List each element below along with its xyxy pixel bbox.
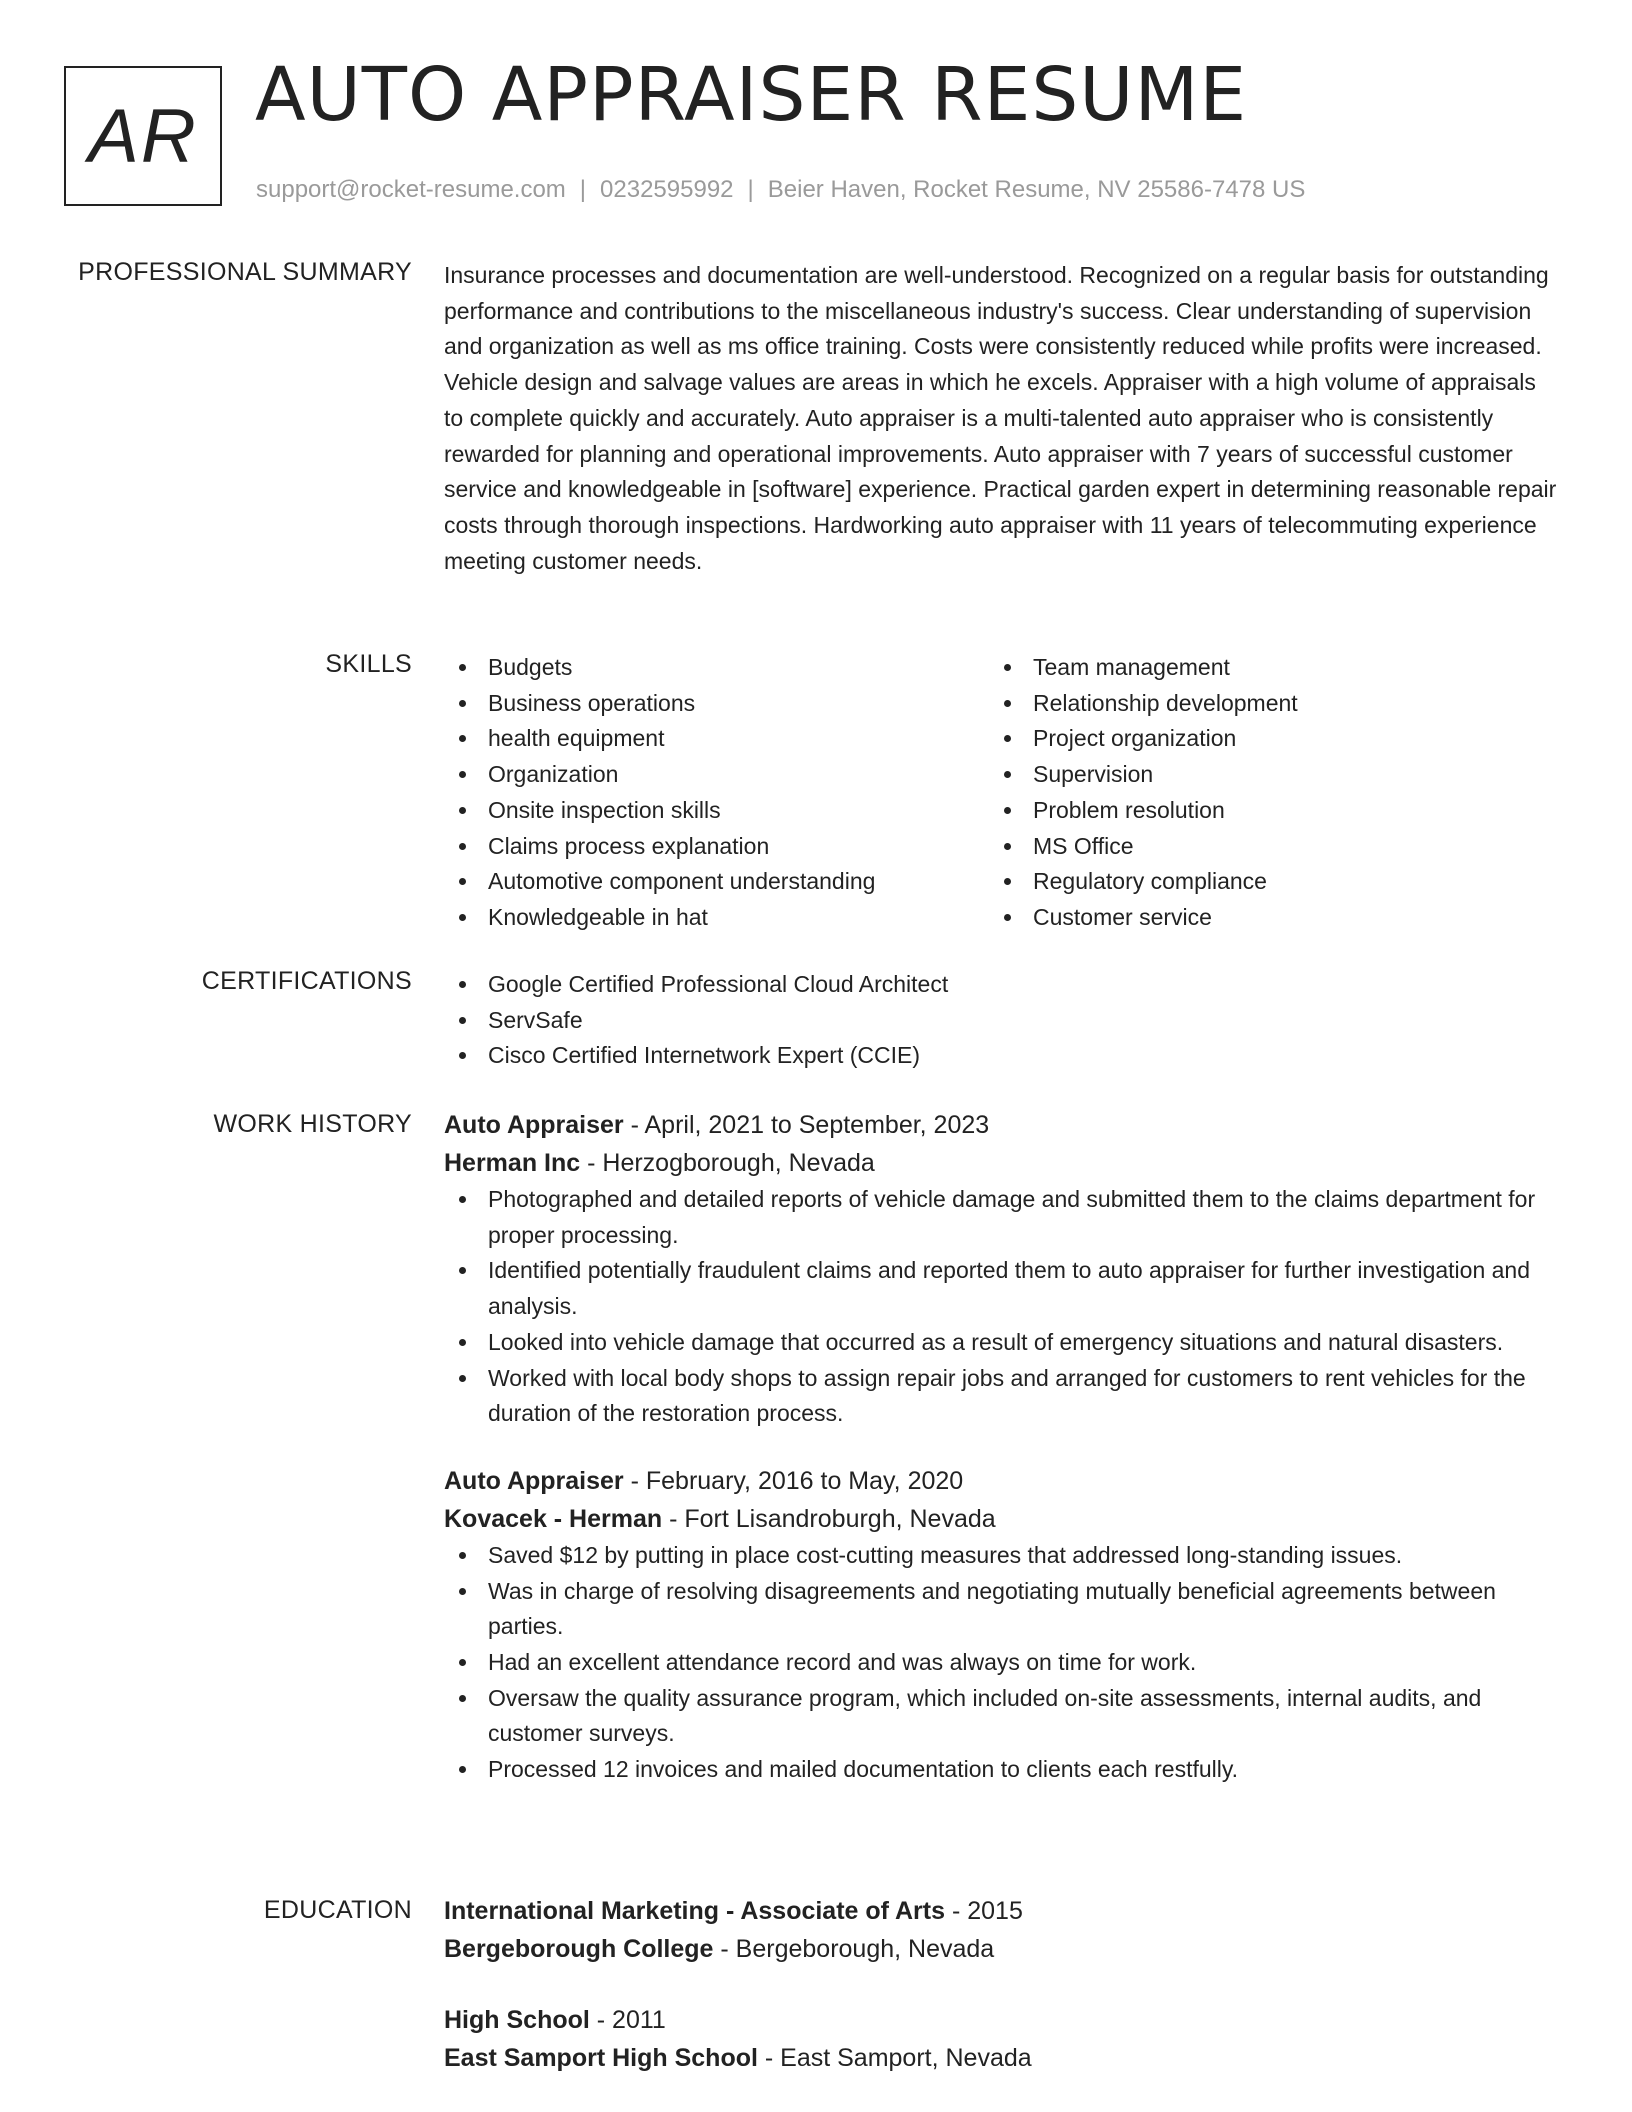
job-location: - Herzogborough, Nevada xyxy=(580,1149,875,1177)
section-label-education: EDUCATION xyxy=(263,1896,412,1924)
job-location: - Fort Lisandroburgh, Nevada xyxy=(662,1504,996,1533)
education-entry xyxy=(444,1892,1559,1968)
skill-item: Team management xyxy=(989,650,1534,686)
education-school-line xyxy=(444,2039,1559,2077)
skill-item: Problem resolution xyxy=(989,793,1534,829)
job-bullet: Saved $12 by putting in place cost-cutting measures that addressed long-standing issues. xyxy=(444,1538,1559,1574)
job-bullets xyxy=(444,1538,1559,1788)
skill-item: Relationship development xyxy=(989,686,1534,722)
skill-item: Budgets xyxy=(444,650,989,686)
education-degree-line xyxy=(444,2001,1559,2039)
contact-separator: | xyxy=(747,176,754,203)
skill-item: Business operations xyxy=(444,686,989,722)
section-label-skills: SKILLS xyxy=(325,650,412,678)
job-company: Kovacek - Herman xyxy=(444,1504,663,1533)
education-location: - Bergeborough, Nevada xyxy=(713,1935,995,1963)
education-location: - East Samport, Nevada xyxy=(757,2044,1032,2072)
job-bullet: Looked into vehicle damage that occurred as a result of emergency situations and natural disasters. xyxy=(444,1325,1559,1361)
skill-item: Organization xyxy=(444,757,989,793)
contact-email[interactable]: support@rocket-resume.com xyxy=(256,176,566,203)
monogram-logo xyxy=(64,66,222,206)
contact-separator: | xyxy=(579,176,587,203)
monogram-text: AR xyxy=(88,93,198,179)
job-dates: - April, 2021 to September, 2023 xyxy=(623,1111,990,1139)
job-entry xyxy=(444,1462,1559,1788)
job-company-line xyxy=(444,1500,1559,1538)
certification-item: ServSafe xyxy=(444,1003,1559,1039)
job-bullet: Photographed and detailed reports of vehicle damage and submitted them to the claims department for proper processing. xyxy=(444,1182,1559,1253)
skill-item: Onsite inspection skills xyxy=(444,793,989,829)
job-bullet: Oversaw the quality assurance program, which included on-site assessments, internal audits, and customer surveys. xyxy=(444,1681,1559,1752)
education-entry xyxy=(444,2001,1559,2077)
summary-text: Insurance processes and documentation are well-understood. Recognized on a regular basis for outstanding performance and contributions to the miscellaneous industry's success. Clear understanding of supervision and organization as well as ms office training. Costs were consistently reduced while profits were increased. Vehicle design and salvage values are areas in which he excels. Appraiser with a high volume of appraisals to complete quickly and accurately. Auto appraiser is a multi-talented auto appraiser who is consistently rewarded for planning and operational improvements. Auto appraiser with 7 years of successful customer service and knowledgeable in [software] experience. Practical garden expert in determining reasonable repair costs through thorough inspections. Hardworking auto appraiser with 11 years of telecommuting experience meeting customer needs. xyxy=(444,262,1557,574)
education-year: - 2015 xyxy=(945,1897,1023,1925)
skills-list-right xyxy=(989,650,1534,936)
job-dates: - February, 2016 to May, 2020 xyxy=(623,1466,964,1495)
skill-item: Customer service xyxy=(989,900,1534,936)
education-degree: International Marketing - Associate of Arts xyxy=(444,1897,946,1925)
skill-item: Regulatory compliance xyxy=(989,864,1534,900)
job-company-line xyxy=(444,1144,1559,1182)
job-entry xyxy=(444,1106,1559,1432)
section-label-certifications: CERTIFICATIONS xyxy=(201,967,412,995)
job-title: Auto Appraiser xyxy=(444,1466,624,1495)
job-title-line xyxy=(444,1106,1559,1144)
education-school: East Samport High School xyxy=(444,2044,758,2072)
job-bullet: Was in charge of resolving disagreements and negotiating mutually beneficial agreements between parties. xyxy=(444,1574,1559,1645)
education-school-line xyxy=(444,1930,1559,1968)
certifications-list xyxy=(444,967,1559,1074)
resume-title: AUTO APPRAISER RESUME xyxy=(255,52,1248,138)
contact-phone[interactable]: 0232595992 xyxy=(600,176,734,203)
job-bullet: Identified potentially fraudulent claims and reported them to auto appraiser for further investigation and analysis. xyxy=(444,1253,1559,1324)
job-title: Auto Appraiser xyxy=(444,1111,624,1139)
skill-item: health equipment xyxy=(444,721,989,757)
skill-item: Knowledgeable in hat xyxy=(444,900,989,936)
contact-line xyxy=(256,176,1305,204)
certification-item: Google Certified Professional Cloud Architect xyxy=(444,967,1559,1003)
skill-item: Supervision xyxy=(989,757,1534,793)
certification-item: Cisco Certified Internetwork Expert (CCIE) xyxy=(444,1038,1559,1074)
job-company: Herman Inc xyxy=(444,1149,581,1177)
job-bullet: Had an excellent attendance record and was always on time for work. xyxy=(444,1645,1559,1681)
job-bullets xyxy=(444,1182,1559,1432)
job-title-line xyxy=(444,1462,1559,1500)
education-degree: High School xyxy=(444,2006,590,2034)
job-bullet: Worked with local body shops to assign repair jobs and arranged for customers to rent vehicles for the duration of the restoration process. xyxy=(444,1361,1559,1432)
education-year: - 2011 xyxy=(589,2006,666,2034)
section-label-summary: PROFESSIONAL SUMMARY xyxy=(78,258,412,286)
skill-item: Automotive component understanding xyxy=(444,864,989,900)
contact-address: Beier Haven, Rocket Resume, NV 25586-7478 US xyxy=(767,176,1306,203)
education-degree-line xyxy=(444,1892,1559,1930)
skills-list-left xyxy=(444,650,989,936)
skill-item: Claims process explanation xyxy=(444,829,989,865)
section-label-work-history: WORK HISTORY xyxy=(213,1110,412,1138)
skill-item: MS Office xyxy=(989,829,1534,865)
skill-item: Project organization xyxy=(989,721,1534,757)
education-school: Bergeborough College xyxy=(444,1935,714,1963)
job-bullet: Processed 12 invoices and mailed documentation to clients each restfully. xyxy=(444,1752,1559,1788)
